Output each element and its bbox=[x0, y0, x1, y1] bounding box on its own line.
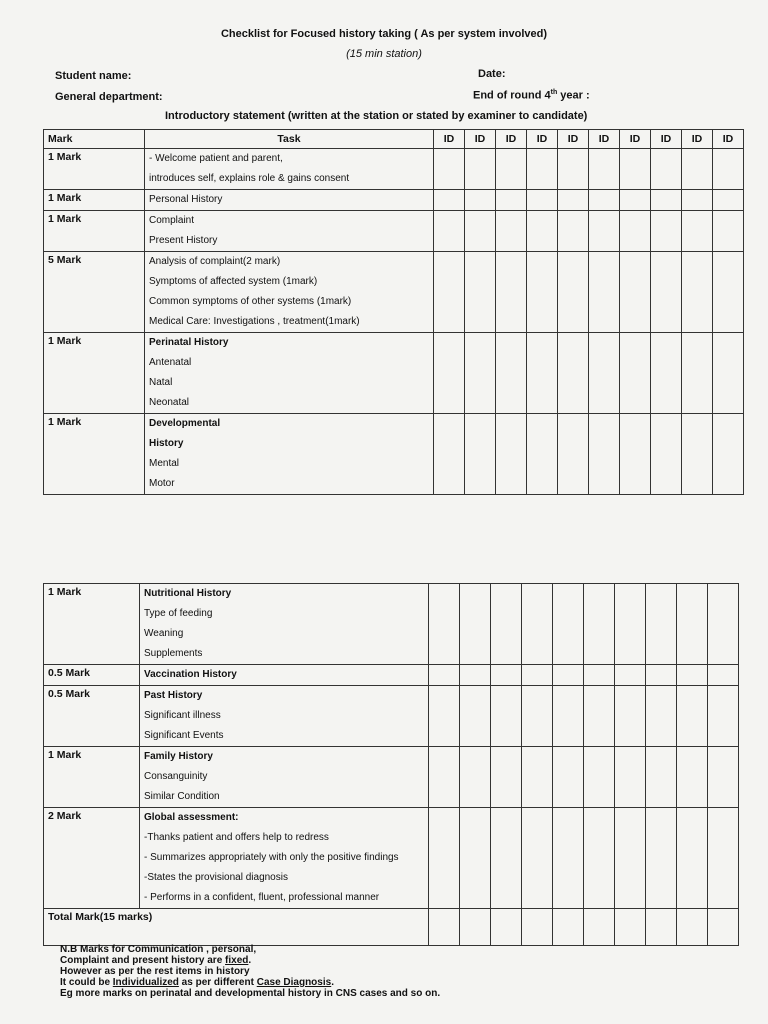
task-line: Family History bbox=[144, 751, 213, 762]
total-row bbox=[44, 909, 739, 946]
total-score-cell[interactable] bbox=[708, 909, 739, 946]
score-cell[interactable] bbox=[584, 808, 615, 909]
task-cell bbox=[145, 211, 434, 252]
task-cell bbox=[140, 665, 429, 686]
mark-cell: 0.5 Mark bbox=[44, 686, 140, 747]
task-line: Perinatal History bbox=[149, 337, 229, 348]
task-line: Type of feeding bbox=[144, 608, 213, 619]
score-cell[interactable] bbox=[553, 808, 584, 909]
introductory-statement: Introductory statement (written at the station or stated by examiner to candidate) bbox=[165, 110, 588, 122]
task-cell bbox=[145, 252, 434, 333]
score-cell[interactable] bbox=[682, 333, 713, 414]
score-cell[interactable] bbox=[434, 252, 465, 333]
score-cell[interactable] bbox=[651, 414, 682, 495]
task-line: Symptoms of affected system (1mark) bbox=[149, 276, 318, 287]
note-line-4 bbox=[60, 977, 440, 988]
id-column-header: ID bbox=[651, 130, 682, 149]
total-score-cell[interactable] bbox=[615, 909, 646, 946]
score-cell[interactable] bbox=[460, 686, 491, 747]
note-line-2a: Complaint and present history are bbox=[60, 955, 226, 966]
score-cell[interactable] bbox=[646, 747, 677, 808]
mark-cell: 5 Mark bbox=[44, 252, 145, 333]
mark-cell: 1 Mark bbox=[44, 211, 145, 252]
score-cell[interactable] bbox=[615, 686, 646, 747]
mark-cell: 1 Mark bbox=[44, 149, 145, 190]
score-cell[interactable] bbox=[677, 747, 708, 808]
score-cell[interactable] bbox=[434, 149, 465, 190]
score-cell[interactable] bbox=[558, 211, 589, 252]
id-column-header: ID bbox=[527, 130, 558, 149]
score-cell[interactable] bbox=[429, 808, 460, 909]
mark-cell: 0.5 Mark bbox=[44, 665, 140, 686]
score-cell[interactable] bbox=[527, 252, 558, 333]
task-cell bbox=[145, 414, 434, 495]
score-cell[interactable] bbox=[465, 252, 496, 333]
score-cell[interactable] bbox=[429, 665, 460, 686]
score-cell[interactable] bbox=[589, 414, 620, 495]
task-line: Medical Care: Investigations , treatment(1mark) bbox=[149, 316, 360, 327]
score-cell[interactable] bbox=[713, 252, 744, 333]
task-cell bbox=[145, 149, 434, 190]
score-cell[interactable] bbox=[615, 665, 646, 686]
score-cell[interactable] bbox=[527, 414, 558, 495]
score-cell[interactable] bbox=[491, 584, 522, 665]
score-cell[interactable] bbox=[522, 665, 553, 686]
score-cell[interactable] bbox=[620, 149, 651, 190]
score-cell[interactable] bbox=[620, 211, 651, 252]
notes-block bbox=[60, 944, 440, 999]
mark-cell: 1 Mark bbox=[44, 584, 140, 665]
score-cell[interactable] bbox=[491, 808, 522, 909]
table-row bbox=[44, 333, 744, 414]
table-row bbox=[44, 665, 739, 686]
note-individualized: Individualized bbox=[112, 977, 179, 988]
score-cell[interactable] bbox=[527, 211, 558, 252]
score-cell[interactable] bbox=[460, 808, 491, 909]
task-line: Past History bbox=[144, 690, 203, 701]
score-cell[interactable] bbox=[465, 190, 496, 211]
score-cell[interactable] bbox=[682, 149, 713, 190]
score-cell[interactable] bbox=[713, 211, 744, 252]
task-line: Present History bbox=[149, 235, 218, 246]
task-line: - Performs in a confident, fluent, professional manner bbox=[144, 892, 380, 903]
score-cell[interactable] bbox=[434, 333, 465, 414]
score-cell[interactable] bbox=[713, 190, 744, 211]
score-cell[interactable] bbox=[651, 190, 682, 211]
checklist-table-1 bbox=[43, 129, 744, 495]
score-cell[interactable] bbox=[713, 414, 744, 495]
mark-cell: 1 Mark bbox=[44, 414, 145, 495]
score-cell[interactable] bbox=[677, 686, 708, 747]
score-cell[interactable] bbox=[558, 149, 589, 190]
score-cell[interactable] bbox=[584, 747, 615, 808]
task-line: Significant Events bbox=[144, 730, 224, 741]
score-cell[interactable] bbox=[682, 190, 713, 211]
score-cell[interactable] bbox=[434, 414, 465, 495]
score-cell[interactable] bbox=[553, 747, 584, 808]
note-fixed: fixed bbox=[225, 955, 249, 966]
task-line: Nutritional History bbox=[144, 588, 232, 599]
task-line: Developmental bbox=[149, 418, 221, 429]
score-cell[interactable] bbox=[553, 665, 584, 686]
score-cell[interactable] bbox=[589, 211, 620, 252]
score-cell[interactable] bbox=[620, 252, 651, 333]
total-score-cell[interactable] bbox=[553, 909, 584, 946]
task-line: Weaning bbox=[144, 628, 184, 639]
task-line: - Welcome patient and parent, bbox=[149, 153, 283, 164]
task-line: -Thanks patient and offers help to redress bbox=[144, 832, 329, 843]
note-line-4c: as per different bbox=[178, 977, 257, 988]
score-cell[interactable] bbox=[558, 414, 589, 495]
table-row bbox=[44, 808, 739, 909]
total-score-cell[interactable] bbox=[584, 909, 615, 946]
mark-cell: 1 Mark bbox=[44, 333, 145, 414]
score-cell[interactable] bbox=[646, 686, 677, 747]
task-cell bbox=[145, 333, 434, 414]
score-cell[interactable] bbox=[651, 211, 682, 252]
score-cell[interactable] bbox=[646, 808, 677, 909]
score-cell[interactable] bbox=[460, 747, 491, 808]
score-cell[interactable] bbox=[713, 149, 744, 190]
score-cell[interactable] bbox=[429, 686, 460, 747]
id-column-header: ID bbox=[682, 130, 713, 149]
note-line-2 bbox=[60, 955, 440, 966]
task-line: Significant illness bbox=[144, 710, 221, 721]
score-cell[interactable] bbox=[465, 149, 496, 190]
document-subtitle: (15 min station) bbox=[346, 48, 422, 60]
task-line: - Summarizes appropriately with only the positive findings bbox=[144, 852, 399, 863]
score-cell[interactable] bbox=[708, 665, 739, 686]
score-cell[interactable] bbox=[708, 584, 739, 665]
score-cell[interactable] bbox=[527, 190, 558, 211]
score-cell[interactable] bbox=[496, 190, 527, 211]
score-cell[interactable] bbox=[584, 665, 615, 686]
task-column-header: Task bbox=[145, 130, 434, 149]
score-cell[interactable] bbox=[522, 808, 553, 909]
score-cell[interactable] bbox=[558, 333, 589, 414]
student-name-label: Student name: bbox=[55, 70, 132, 82]
task-line: Common symptoms of other systems (1mark) bbox=[149, 296, 352, 307]
score-cell[interactable] bbox=[527, 333, 558, 414]
table-row bbox=[44, 414, 744, 495]
score-cell[interactable] bbox=[491, 665, 522, 686]
score-cell[interactable] bbox=[553, 584, 584, 665]
total-score-cell[interactable] bbox=[429, 909, 460, 946]
id-column-header: ID bbox=[713, 130, 744, 149]
score-cell[interactable] bbox=[620, 333, 651, 414]
score-cell[interactable] bbox=[713, 333, 744, 414]
score-cell[interactable] bbox=[522, 747, 553, 808]
score-cell[interactable] bbox=[496, 149, 527, 190]
score-cell[interactable] bbox=[491, 686, 522, 747]
table-header-row bbox=[44, 130, 744, 149]
score-cell[interactable] bbox=[651, 149, 682, 190]
score-cell[interactable] bbox=[589, 252, 620, 333]
score-cell[interactable] bbox=[429, 747, 460, 808]
id-column-header: ID bbox=[620, 130, 651, 149]
score-cell[interactable] bbox=[620, 190, 651, 211]
score-cell[interactable] bbox=[615, 747, 646, 808]
task-cell bbox=[140, 686, 429, 747]
score-cell[interactable] bbox=[434, 190, 465, 211]
id-column-header: ID bbox=[589, 130, 620, 149]
total-score-cell[interactable] bbox=[522, 909, 553, 946]
score-cell[interactable] bbox=[646, 584, 677, 665]
task-line: Neonatal bbox=[149, 397, 190, 408]
score-cell[interactable] bbox=[496, 211, 527, 252]
score-cell[interactable] bbox=[434, 211, 465, 252]
id-column-header: ID bbox=[558, 130, 589, 149]
score-cell[interactable] bbox=[522, 584, 553, 665]
total-mark-label: Total Mark(15 marks) bbox=[44, 909, 429, 946]
score-cell[interactable] bbox=[708, 808, 739, 909]
task-cell bbox=[140, 747, 429, 808]
score-cell[interactable] bbox=[496, 333, 527, 414]
score-cell[interactable] bbox=[558, 190, 589, 211]
score-cell[interactable] bbox=[677, 808, 708, 909]
document-title: Checklist for Focused history taking ( As per system involved) bbox=[220, 28, 547, 40]
score-cell[interactable] bbox=[465, 333, 496, 414]
task-cell bbox=[145, 190, 434, 211]
task-line: Personal History bbox=[149, 194, 223, 205]
total-score-cell[interactable] bbox=[677, 909, 708, 946]
score-cell[interactable] bbox=[646, 665, 677, 686]
note-line-1: N.B Marks for Communication , personal, bbox=[60, 944, 257, 955]
id-column-header: ID bbox=[496, 130, 527, 149]
table-row bbox=[44, 252, 744, 333]
score-cell[interactable] bbox=[615, 808, 646, 909]
score-cell[interactable] bbox=[677, 584, 708, 665]
score-cell[interactable] bbox=[460, 665, 491, 686]
task-line: Supplements bbox=[144, 648, 203, 659]
task-line: Global assessment: bbox=[144, 812, 239, 823]
score-cell[interactable] bbox=[682, 414, 713, 495]
end-of-round-sup: th bbox=[550, 89, 558, 96]
score-cell[interactable] bbox=[465, 211, 496, 252]
table-row bbox=[44, 211, 744, 252]
task-line: introduces self, explains role & gains consent bbox=[149, 173, 350, 184]
task-line: Vaccination History bbox=[144, 669, 237, 680]
score-cell[interactable] bbox=[620, 414, 651, 495]
score-cell[interactable] bbox=[496, 252, 527, 333]
end-of-round-suffix: year : bbox=[557, 89, 590, 102]
score-cell[interactable] bbox=[615, 584, 646, 665]
score-cell[interactable] bbox=[708, 686, 739, 747]
score-cell[interactable] bbox=[527, 149, 558, 190]
score-cell[interactable] bbox=[558, 252, 589, 333]
score-cell[interactable] bbox=[584, 686, 615, 747]
score-cell[interactable] bbox=[429, 584, 460, 665]
task-cell bbox=[140, 584, 429, 665]
total-score-cell[interactable] bbox=[646, 909, 677, 946]
mark-cell: 1 Mark bbox=[44, 190, 145, 211]
task-line: Analysis of complaint(2 mark) bbox=[149, 256, 281, 267]
task-line: Motor bbox=[149, 478, 175, 489]
table-row bbox=[44, 747, 739, 808]
task-cell bbox=[140, 808, 429, 909]
note-line-3: However as per the rest items in history bbox=[60, 966, 250, 977]
score-cell[interactable] bbox=[589, 190, 620, 211]
checklist-table-2 bbox=[43, 583, 739, 946]
department-label: General department: bbox=[55, 91, 163, 103]
task-line: Mental bbox=[149, 458, 180, 469]
mark-cell: 1 Mark bbox=[44, 747, 140, 808]
task-line: -States the provisional diagnosis bbox=[144, 872, 288, 883]
note-line-5: Eg more marks on perinatal and developmental history in CNS cases and so on. bbox=[60, 988, 441, 999]
total-score-cell[interactable] bbox=[491, 909, 522, 946]
note-line-4e: . bbox=[331, 977, 334, 988]
score-cell[interactable] bbox=[460, 584, 491, 665]
table-row bbox=[44, 149, 744, 190]
score-cell[interactable] bbox=[589, 333, 620, 414]
task-line: Antenatal bbox=[149, 357, 192, 368]
note-line-2c: . bbox=[248, 955, 252, 966]
table-row bbox=[44, 686, 739, 747]
task-line: Consanguinity bbox=[144, 771, 208, 782]
note-line-4a: It could be bbox=[60, 977, 113, 988]
score-cell[interactable] bbox=[677, 665, 708, 686]
end-of-round-prefix: End of round 4 bbox=[473, 89, 551, 102]
table-row bbox=[44, 584, 739, 665]
score-cell[interactable] bbox=[465, 414, 496, 495]
note-case-diagnosis: Case Diagnosis bbox=[256, 977, 332, 988]
id-column-header: ID bbox=[434, 130, 465, 149]
score-cell[interactable] bbox=[682, 211, 713, 252]
task-line: Similar Condition bbox=[144, 791, 220, 802]
table-row bbox=[44, 190, 744, 211]
score-cell[interactable] bbox=[522, 686, 553, 747]
score-cell[interactable] bbox=[496, 414, 527, 495]
id-column-header: ID bbox=[465, 130, 496, 149]
task-line: Natal bbox=[149, 377, 173, 388]
score-cell[interactable] bbox=[589, 149, 620, 190]
task-line: History bbox=[149, 438, 184, 449]
score-cell[interactable] bbox=[708, 747, 739, 808]
mark-cell: 2 Mark bbox=[44, 808, 140, 909]
score-cell[interactable] bbox=[682, 252, 713, 333]
score-cell[interactable] bbox=[553, 686, 584, 747]
total-score-cell[interactable] bbox=[460, 909, 491, 946]
mark-column-header: Mark bbox=[44, 130, 145, 149]
score-cell[interactable] bbox=[584, 584, 615, 665]
date-label: Date: bbox=[478, 68, 506, 80]
end-of-round-label bbox=[473, 89, 590, 102]
task-line: Complaint bbox=[149, 215, 195, 226]
score-cell[interactable] bbox=[651, 252, 682, 333]
score-cell[interactable] bbox=[491, 747, 522, 808]
score-cell[interactable] bbox=[651, 333, 682, 414]
